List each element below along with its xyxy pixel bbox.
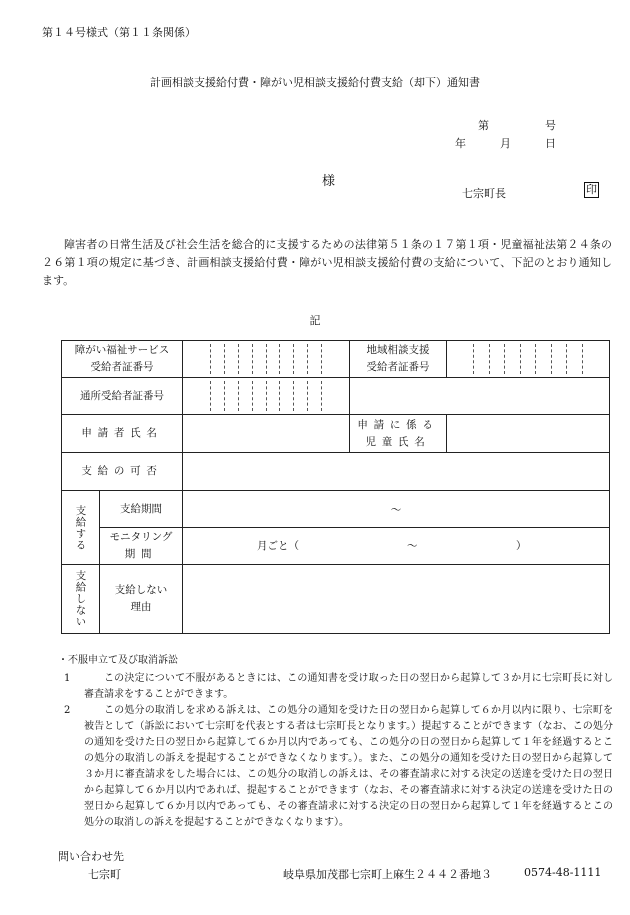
applicant-name-field[interactable] (183, 415, 350, 453)
deny-label: 支給しない (62, 565, 100, 634)
contact-heading: 問い合わせ先 (58, 850, 124, 863)
contact-address: 岐阜県加茂郡七宗町上麻生２４４２番地３ (283, 868, 492, 881)
applicant-name-label: 申請者氏名 (62, 415, 183, 453)
appeal-notes (58, 653, 613, 831)
approval-label: 支給の可否 (62, 453, 183, 491)
day-service-id-label: 通所受給者証番号 (62, 378, 183, 415)
notes-heading: ・不服申立て及び取消訴訟 (58, 655, 178, 666)
note-item: 1 この決定について不服があるときには、この通知書を受け取った日の翌日から起算して３か月に七宗町長に対し審査請求をすることができます。 (64, 673, 613, 700)
issuer-name: 七宗町長 (462, 187, 506, 200)
note-item: 2 この処分の取消しを求める訴えは、この処分の通知を受けた日の翌日から起算して６か月以内に限り、七宗町を被告として（訴訟において七宗町を代表とする者は七宗町長となります。）提起することができます（なお、この処分の通知を受けた日の翌日から起算して６か月以内であっても、この処分の日の翌日から起算して１年を経過するとこの処分の取消しの訴えを提起することができなくなります。）。また、この処分の通知を受けた日の翌日から起算して３か月に審査請求をした場合には、この処分の取消しの訴えは、その審査請求に対する決定の送達を受けた日の翌日から起算して６か月以内であれば、提起することができます（なお、その審査請求に対する決定の送達を受けた日の翌日から起算して６か月以内であっても、その審査請求に対する決定の日の翌日から起算して１年を経過するとこの処分の取消しの訴えを提起することができなくなります）。 (64, 705, 613, 828)
approval-field[interactable] (183, 453, 610, 491)
deny-reason-field[interactable] (183, 565, 610, 634)
date-day: 日 (545, 137, 556, 150)
local-support-id-digits[interactable] (447, 341, 610, 378)
monitoring-label: モニタリング 期間 (100, 528, 183, 565)
child-name-label: 申請に係る 児童氏名 (350, 415, 447, 453)
intro-paragraph: 障害者の日常生活及び社会生活を総合的に支援するための法律第５１条の１７第１項・児童福祉法第２４条の２６第１項の規定に基づき、計画相談支援給付費・障がい児相談支援給付費の支給について、下記のとおり通知します。 (42, 238, 612, 287)
day-service-id-digits[interactable] (183, 378, 350, 415)
grant-label: 支給する (62, 491, 100, 565)
details-table (61, 340, 610, 634)
document-number-suffix: 号 (545, 119, 556, 132)
document-title: 計画相談支援給付費・障がい児相談支援給付費支給（却下）通知書 (150, 76, 480, 89)
contact-town: 七宗町 (88, 868, 121, 881)
ki-heading: 記 (309, 314, 321, 327)
monitoring-field[interactable]: 月ごと（ ～ ） (183, 528, 610, 565)
document-number-prefix: 第 (478, 119, 489, 132)
date-year: 年 (455, 137, 466, 150)
child-name-field[interactable] (447, 415, 610, 453)
period-label: 支給期間 (100, 491, 183, 528)
service-id-label: 障がい福祉サービス 受給者証番号 (62, 341, 183, 378)
deny-reason-label: 支給しない 理由 (100, 565, 183, 634)
seal-mark: 印 (586, 183, 597, 196)
day-service-id-extra (350, 378, 610, 415)
contact-phone: 0574-48-1111 (524, 866, 602, 879)
form-number: 第１４号様式（第１１条関係） (42, 26, 196, 39)
date-month: 月 (500, 137, 511, 150)
recipient-honorific: 様 (322, 174, 336, 189)
local-support-id-label: 地域相談支援 受給者証番号 (350, 341, 447, 378)
period-field[interactable]: ～ (183, 491, 610, 528)
service-id-digits[interactable] (183, 341, 350, 378)
